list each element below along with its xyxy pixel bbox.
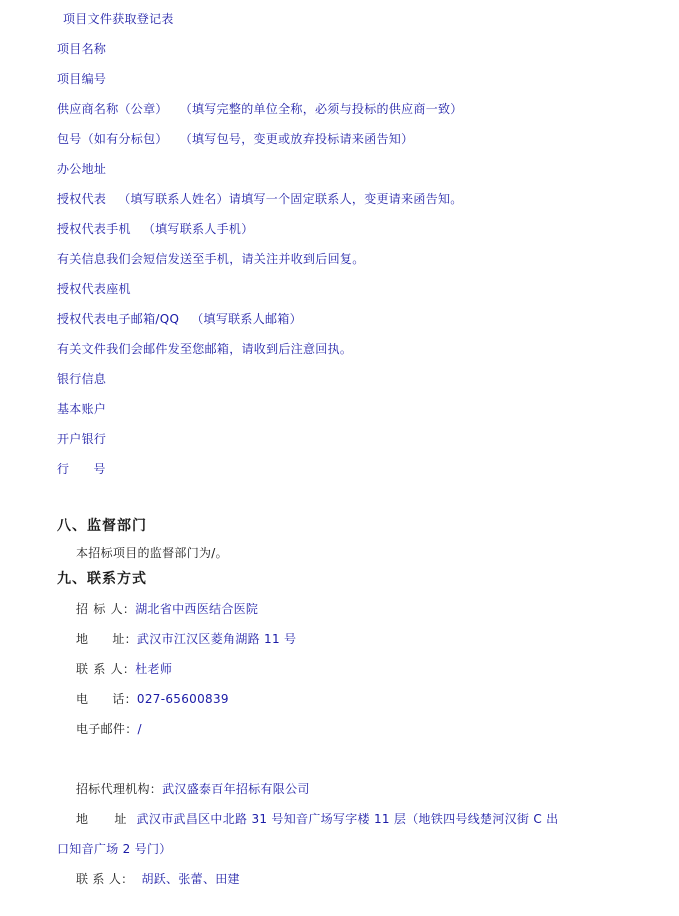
- field-package-no: 包号（如有分标包） （填写包号，变更或放弃投标请来函告知）: [57, 132, 414, 146]
- tenderer-phone-row: 电 话：027-65600839: [76, 692, 229, 706]
- form-title: 项目文件获取登记表: [63, 12, 174, 26]
- field-authorized-rep: 授权代表 （填写联系人姓名）请填写一个固定联系人，变更请来函告知。: [57, 192, 463, 206]
- field-project-name: 项目名称: [57, 42, 107, 56]
- field-basic-account: 基本账户: [57, 402, 107, 416]
- field-sms-notice: 有关信息我们会短信发送至手机，请关注并收到后回复。: [57, 252, 365, 266]
- agency-address-row: 地 址 武汉市武昌区中北路 31 号知音广场写字楼 11 层（地铁四号线楚河汉街 C 出: [76, 812, 559, 826]
- field-rep-landline: 授权代表座机: [57, 282, 131, 296]
- field-supplier-name: 供应商名称（公章） （填写完整的单位全称，必须与投标的供应商一致）: [57, 102, 463, 116]
- field-email-notice: 有关文件我们会邮件发至您邮箱，请收到后注意回执。: [57, 342, 353, 356]
- field-account-number: 行 号: [57, 462, 106, 476]
- tenderer-address-row: 地 址：武汉市江汉区菱角湖路 11 号: [76, 632, 297, 646]
- field-rep-mobile: 授权代表手机 （填写联系人手机）: [57, 222, 254, 236]
- agency-address-continued: 口知音广场 2 号门）: [57, 842, 172, 856]
- tenderer-row: 招 标 人：湖北省中西医结合医院: [76, 602, 259, 616]
- field-project-number: 项目编号: [57, 72, 107, 86]
- agency-row: 招标代理机构：武汉盛泰百年招标有限公司: [76, 782, 310, 796]
- tenderer-contact-row: 联 系 人：杜老师: [76, 662, 173, 676]
- tenderer-email-row: 电子邮件：/: [76, 722, 142, 736]
- field-opening-bank: 开户银行: [57, 432, 107, 446]
- field-office-address: 办公地址: [57, 162, 107, 176]
- section-9-heading: 九、联系方式: [57, 571, 147, 587]
- section-8-text: 本招标项目的监督部门为/。: [76, 546, 228, 560]
- field-bank-info: 银行信息: [57, 372, 107, 386]
- section-8-heading: 八、监督部门: [57, 518, 147, 534]
- agency-contact-row: 联 系 人： 胡跃、张蕾、田建: [76, 872, 240, 886]
- field-rep-email: 授权代表电子邮箱/QQ （填写联系人邮箱）: [57, 312, 302, 326]
